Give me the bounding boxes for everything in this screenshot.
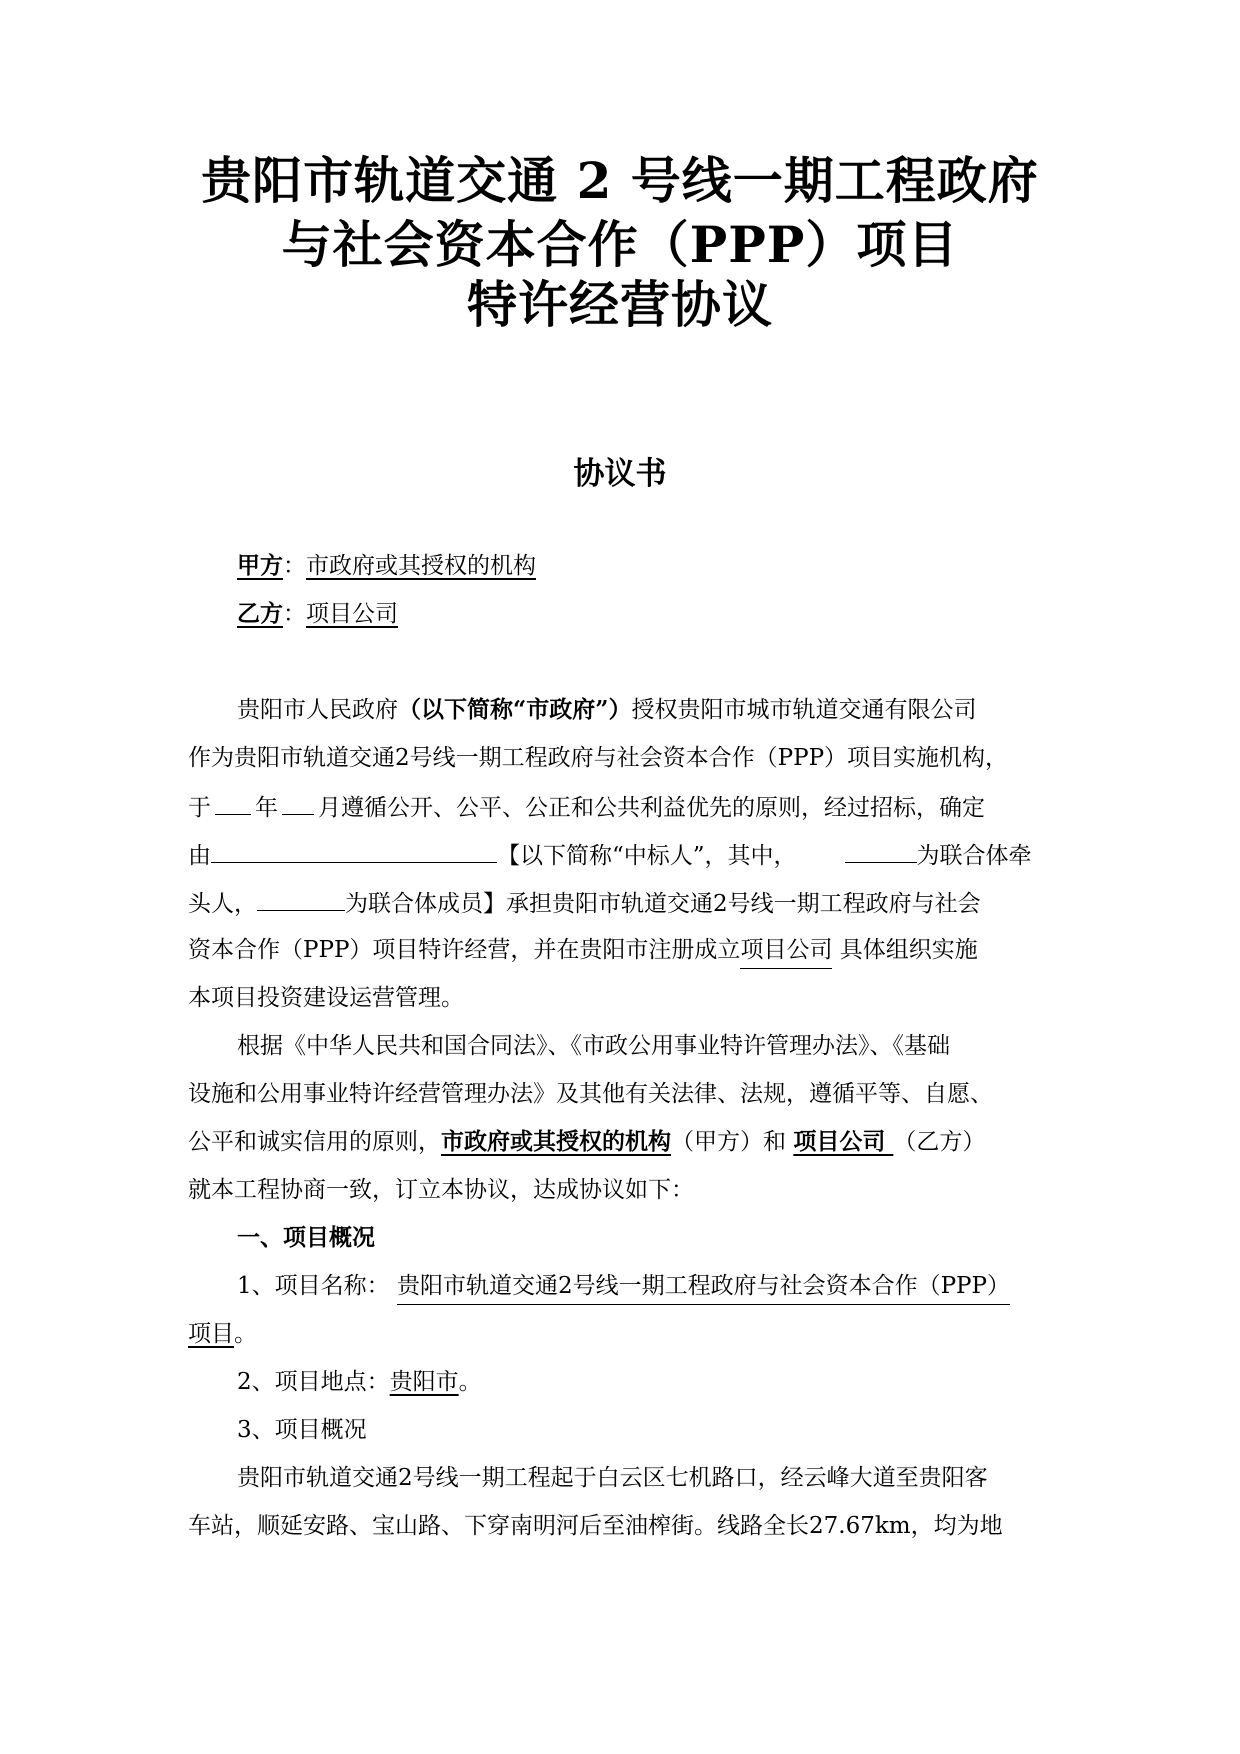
desc-line1: 贵阳市轨道交通2号线一期工程起于白云区七机路口，经云峰大道至贵阳客 bbox=[237, 1465, 988, 1491]
title-line-3: 特许经营协议 bbox=[467, 275, 773, 334]
para2-line1: 根据《中华人民共和国合同法》、《市政公用事业特许管理办法》、《基础 bbox=[237, 1033, 950, 1059]
para1-line7: 本项目投资建设运营管理。 bbox=[188, 985, 464, 1011]
party-b-value: 项目公司 bbox=[306, 601, 398, 627]
blank-winner bbox=[211, 836, 497, 863]
blank-member bbox=[257, 884, 345, 911]
blank-month bbox=[282, 788, 314, 815]
text: 由 bbox=[188, 843, 211, 869]
item1-value: 贵阳市轨道交通2号线一期工程政府与社会资本合作（PPP） bbox=[397, 1268, 1010, 1305]
text: 公平和诚实信用的原则， bbox=[188, 1129, 441, 1155]
text: 贵阳市人民政府 bbox=[237, 697, 398, 723]
title-line-1: 贵阳市轨道交通 2 号线一期工程政府 bbox=[201, 151, 1039, 210]
para1-line6 bbox=[188, 932, 1068, 969]
underlined-company: 项目公司 bbox=[740, 932, 832, 969]
colon: ： bbox=[283, 553, 306, 579]
party-a-ref: 市政府或其授权的机构 bbox=[441, 1128, 671, 1155]
item3: 3、项目概况 bbox=[237, 1417, 367, 1443]
para1-line4 bbox=[188, 836, 1068, 874]
section1-heading: 一、项目概况 bbox=[237, 1224, 375, 1251]
item2 bbox=[237, 1364, 1117, 1400]
item1-label: 1、项目名称： bbox=[237, 1273, 390, 1299]
title-line-2: 与社会资本合作（PPP）项目 bbox=[281, 215, 959, 274]
text: 【以下简称“中标人”，其中， bbox=[497, 843, 797, 869]
text: 授权贵阳市城市轨道交通有限公司 bbox=[631, 697, 977, 723]
para2-line2: 设施和公用事业特许经营管理办法》及其他有关法律、法规，遵循平等、自愿、 bbox=[188, 1081, 993, 1107]
para1-line2: 作为贵阳市轨道交通2号线一期工程政府与社会资本合作（PPP）项目实施机构， bbox=[188, 745, 1009, 771]
item1-value-cont: 项目 bbox=[188, 1321, 234, 1347]
text: 年 bbox=[255, 795, 278, 821]
text: 具体组织实施 bbox=[839, 937, 978, 963]
text: 头人， bbox=[188, 891, 257, 917]
text: 。 bbox=[458, 1369, 482, 1395]
text: 为联合体牵 bbox=[916, 843, 1032, 869]
item1-cont bbox=[188, 1316, 1068, 1352]
para2-line3 bbox=[188, 1124, 1068, 1160]
bold-text: （以下简称“市政府”） bbox=[398, 696, 632, 723]
text: （甲方）和 bbox=[671, 1129, 794, 1155]
document-heading: 协议书 bbox=[573, 456, 667, 492]
blank-lead bbox=[845, 836, 917, 863]
desc-line2: 车站，顺延安路、宝山路、下穿南明河后至油榨街。线路全长27.67km，均为地 bbox=[188, 1513, 1003, 1539]
text: 。 bbox=[234, 1321, 257, 1347]
party-b bbox=[237, 596, 1117, 632]
item2-value: 贵阳市 bbox=[389, 1369, 459, 1395]
text: （乙方） bbox=[893, 1129, 986, 1155]
text: 为联合体成员】承担贵阳市轨道交通2号线一期工程政府与社会 bbox=[345, 891, 981, 917]
party-b-ref: 项目公司 bbox=[793, 1128, 894, 1155]
blank-year bbox=[215, 788, 251, 815]
text: 于 bbox=[188, 795, 211, 821]
para1-line5 bbox=[188, 884, 1068, 922]
item1 bbox=[237, 1268, 1117, 1305]
party-b-label: 乙方 bbox=[237, 600, 283, 627]
para1-line3 bbox=[188, 788, 1068, 826]
para1-line1 bbox=[237, 692, 1117, 728]
party-a-label: 甲方 bbox=[237, 552, 283, 579]
party-a-value: 市政府或其授权的机构 bbox=[306, 553, 536, 579]
item2-label: 2、项目地点： bbox=[237, 1369, 390, 1395]
text: 月遵循公开、公平、公正和公共利益优先的原则，经过招标，确定 bbox=[318, 795, 985, 821]
para2-line4: 就本工程协商一致，订立本协议，达成协议如下： bbox=[188, 1177, 694, 1203]
colon: ： bbox=[283, 601, 306, 627]
party-a bbox=[237, 548, 1117, 584]
text: 资本合作（PPP）项目特许经营，并在贵阳市注册成立 bbox=[188, 937, 741, 963]
